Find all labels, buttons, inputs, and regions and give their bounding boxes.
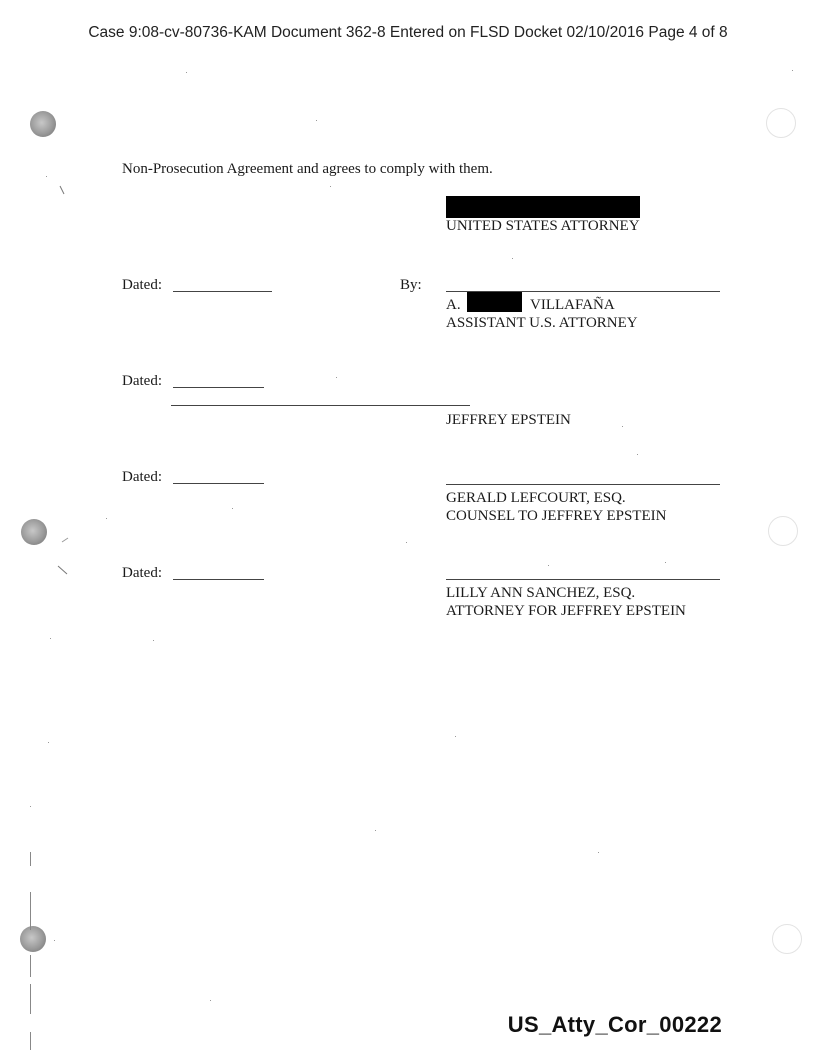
by-label: By:: [400, 277, 422, 293]
bates-number: US_Atty_Cor_00222: [507, 1012, 722, 1037]
dated-label-1: Dated:: [122, 277, 162, 293]
margin-binding-line: [30, 852, 31, 866]
sanchez-name: LILLY ANN SANCHEZ, ESQ.: [446, 585, 636, 601]
epstein-name: JEFFREY EPSTEIN: [446, 412, 571, 428]
dated-label-3: Dated:: [122, 469, 162, 485]
margin-binding-line: [30, 892, 31, 930]
lefcourt-name: GERALD LEFCOURT, ESQ.: [446, 490, 626, 506]
villafana-surname: VILLAFAÑA: [530, 297, 615, 313]
villafana-initial: A.: [446, 297, 461, 313]
us-attorney-title: UNITED STATES ATTORNEY: [446, 218, 640, 234]
dated-label-2: Dated:: [122, 373, 162, 389]
sanchez-role: ATTORNEY FOR JEFFREY EPSTEIN: [446, 603, 686, 619]
intro-text: Non-Prosecution Agreement and agrees to comply with them.: [122, 161, 493, 177]
margin-binding-line: [30, 984, 31, 1014]
case-header: Case 9:08-cv-80736-KAM Document 362-8 Entered on FLSD Docket 02/10/2016 Page 4 of 8: [88, 24, 728, 41]
dated-label-4: Dated:: [122, 565, 162, 581]
margin-binding-line: [30, 1032, 31, 1050]
margin-binding-line: [30, 955, 31, 977]
lefcourt-role: COUNSEL TO JEFFREY EPSTEIN: [446, 508, 667, 524]
villafana-title: ASSISTANT U.S. ATTORNEY: [446, 315, 638, 331]
